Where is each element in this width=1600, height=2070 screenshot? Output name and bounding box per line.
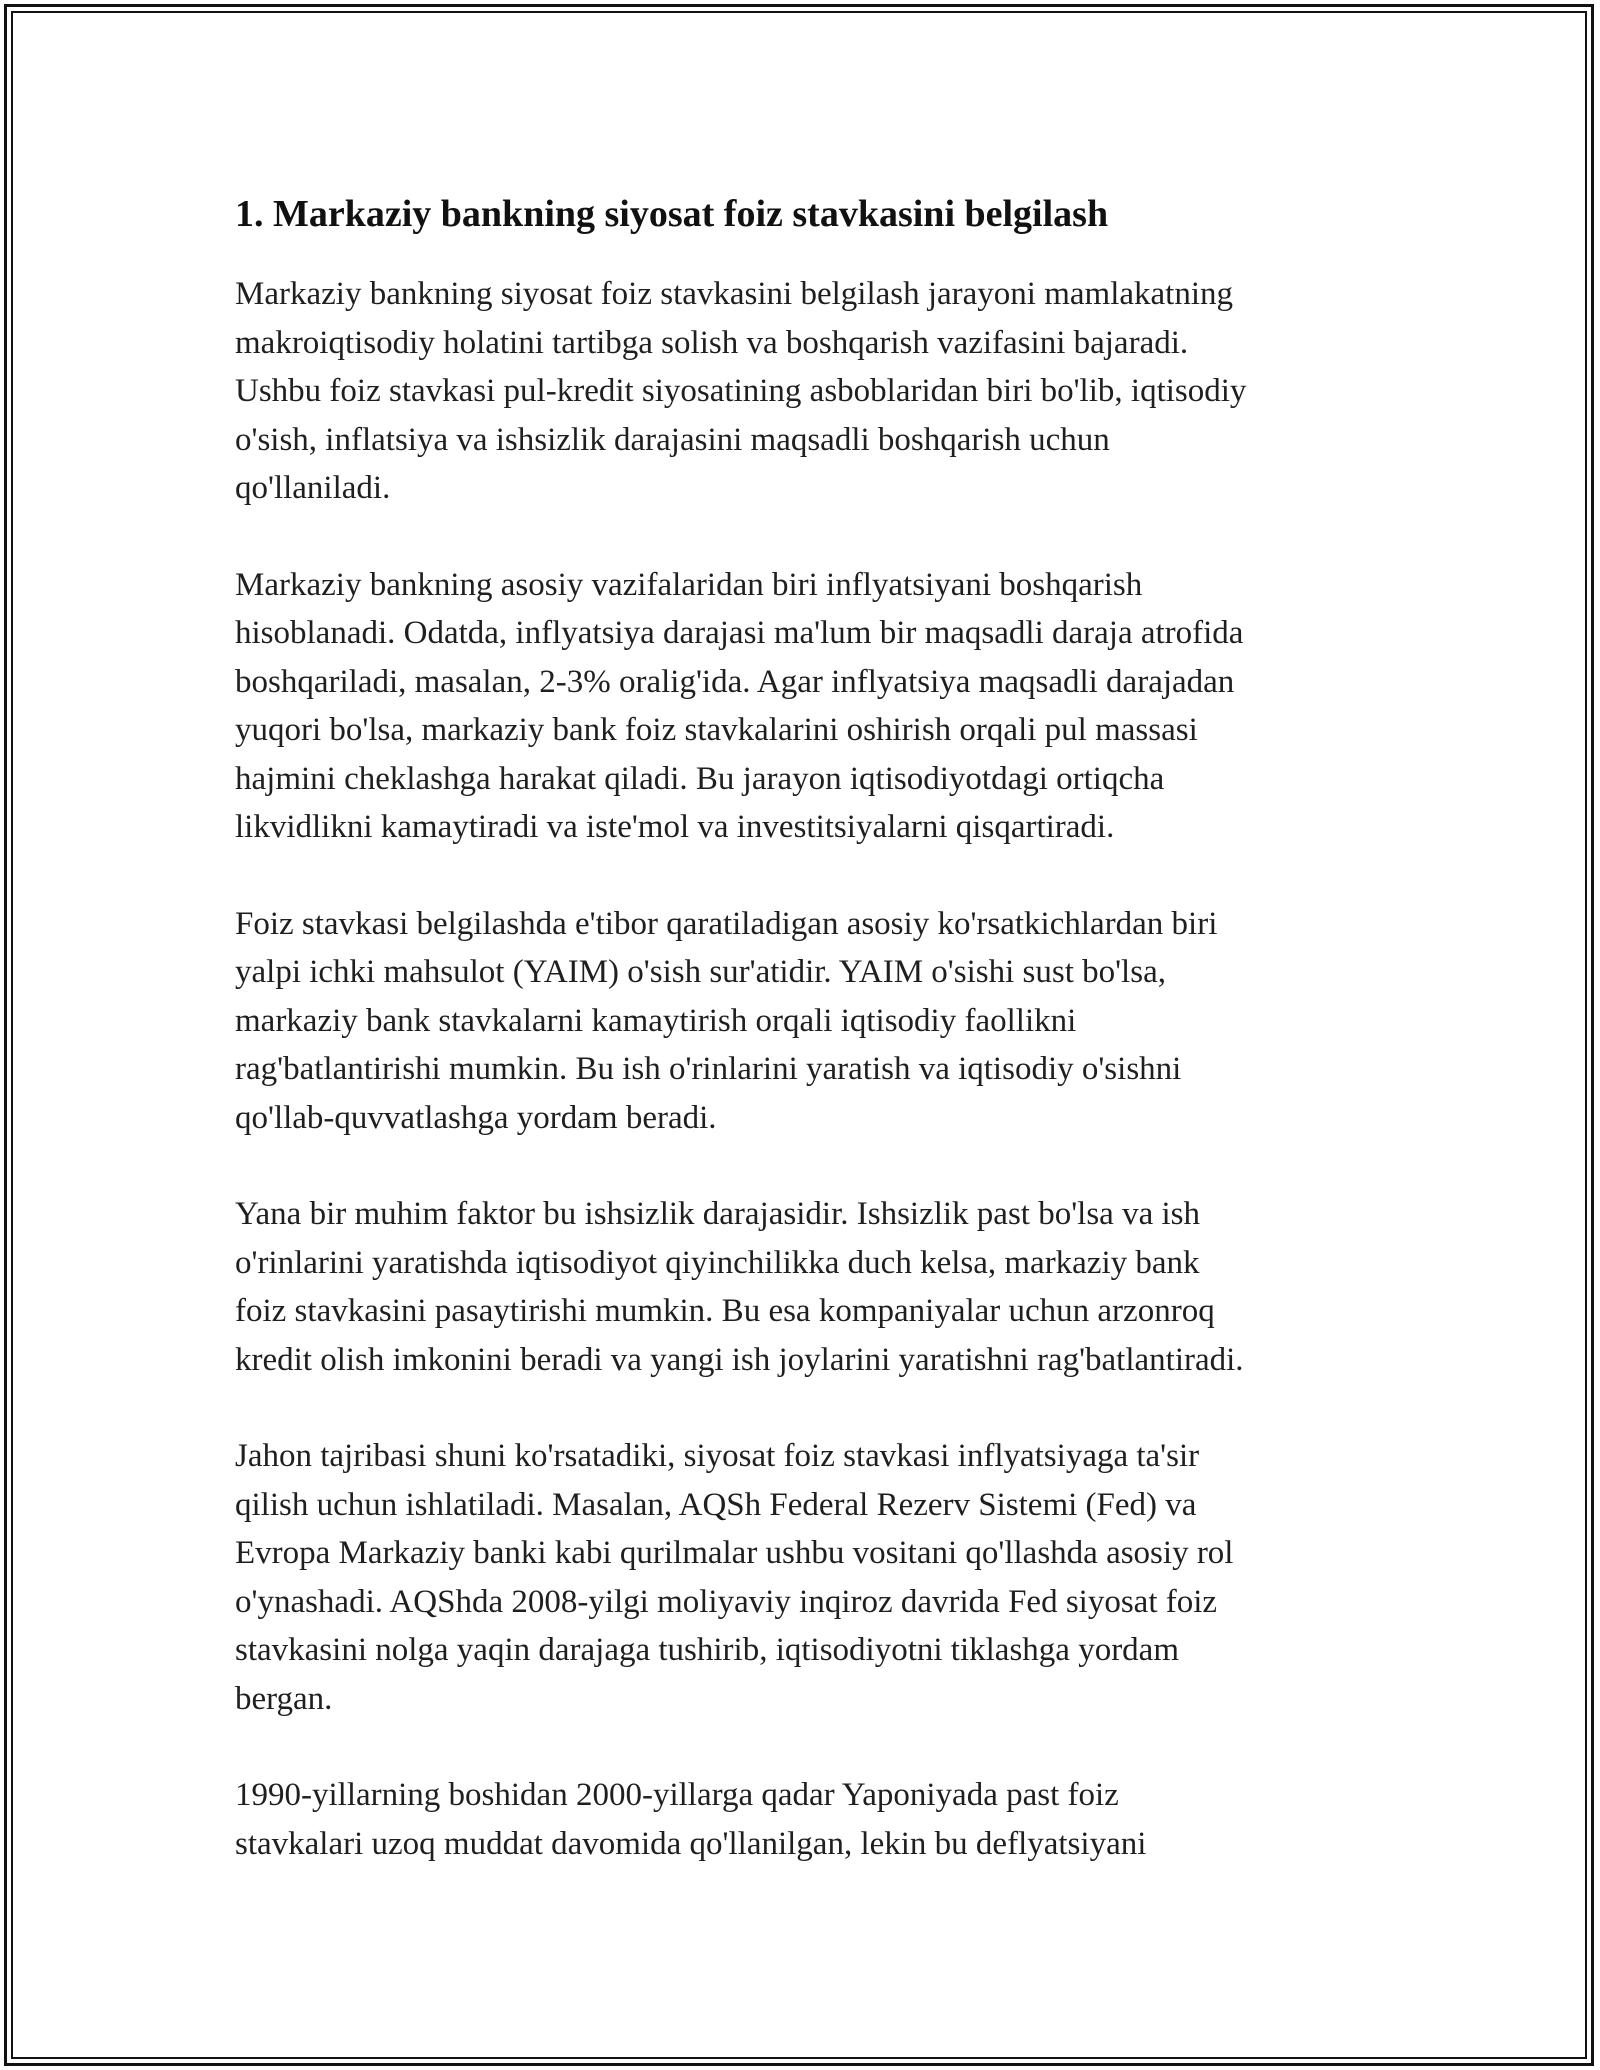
paragraph-line: qo'llaniladi. [235,470,391,506]
paragraph-line: Ushbu foiz stavkasi pul-kredit siyosatining asboblaridan biri bo'lib, iqtisodiy [235,373,1247,409]
paragraph-line: boshqariladi, masalan, 2-3% oralig'ida. Agar inflyatsiya maqsadli darajadan [235,663,1235,700]
paragraph-4 [235,1190,1375,1384]
paragraph-line: qilish uchun ishlatiladi. Masalan, AQSh Federal Rezerv Sistemi (Fed) va [235,1486,1197,1523]
paragraph-line: bergan. [235,1680,333,1717]
paragraph-line: hajmini cheklashga harakat qiladi. Bu jarayon iqtisodiyotdagi ortiqcha [235,760,1165,797]
paragraph-3 [235,900,1375,1143]
paragraph-line: qo'llab-quvvatlashga yordam beradi. [235,1099,717,1136]
paragraph-line: kredit olish imkonini beradi va yangi ish joylarini yaratishni rag'batlantiradi. [235,1341,1244,1378]
paragraph-line: makroiqtisodiy holatini tartibga solish va boshqarish vazifasini bajaradi. [235,324,1189,361]
paragraph-line: rag'batlantirishi mumkin. Bu ish o'rinlarini yaratish va iqtisodiy o'sishni [235,1051,1182,1087]
paragraph-1 [235,270,1375,513]
paragraph-line: o'sish, inflatsiya va ishsizlik darajasini maqsadli boshqarish uchun [235,421,1110,458]
paragraph-line: o'rinlarini yaratishda iqtisodiyot qiyinchilikka duch kelsa, markaziy bank [235,1244,1200,1281]
paragraph-2 [235,561,1375,852]
paragraph-line: foiz stavkasini pasaytirishi mumkin. Bu esa kompaniyalar uchun arzonroq [235,1293,1215,1329]
paragraph-line: stavkasini nolga yaqin darajaga tushirib, iqtisodiyotni tiklashga yordam [235,1632,1179,1668]
paragraph-line: o'ynashadi. AQShda 2008-yilgi moliyaviy inqiroz davrida Fed siyosat foiz [235,1583,1218,1620]
paragraph-line: Jahon tajribasi shuni ko'rsatadiki, siyosat foiz stavkasi inflyatsiyaga ta'sir [235,1438,1200,1474]
paragraph-line: Markaziy bankning asosiy vazifalaridan biri inflyatsiyani boshqarish [235,566,1143,603]
document-page [235,186,1375,1916]
paragraph-line: likvidlikni kamaytiradi va iste'mol va investitsiyalarni qisqartiradi. [235,809,1115,845]
paragraph-line: Yana bir muhim faktor bu ishsizlik darajasidir. Ishsizlik past bo'lsa va ish [235,1196,1200,1232]
paragraph-line: yalpi ichki mahsulot (YAIM) o'sish sur'atidir. YAIM o'sishi sust bo'lsa, [235,954,1166,990]
paragraph-line: Evropa Markaziy banki kabi qurilmalar ushbu vositani qo'llashda asosiy rol [235,1535,1234,1571]
paragraph-line: yuqori bo'lsa, markaziy bank foiz stavkalarini oshirish orqali pul massasi [235,712,1198,748]
paragraph-6 [235,1771,1375,1868]
paragraph-line: stavkalari uzoq muddat davomida qo'llanilgan, lekin bu deflyatsiyani [235,1825,1147,1862]
paragraph-line: hisoblanadi. Odatda, inflyatsiya darajasi ma'lum bir maqsadli daraja atrofida [235,615,1244,651]
paragraph-5 [235,1432,1375,1723]
paragraph-line: Foiz stavkasi belgilashda e'tibor qaratiladigan asosiy ko'rsatkichlardan biri [235,905,1218,942]
paragraph-line: 1990-yillarning boshidan 2000-yillarga qadar Yaponiyada past foiz [235,1777,1119,1813]
section-heading: 1. Markaziy bankning siyosat foiz stavkasini belgilash [235,193,1109,235]
paragraph-line: markaziy bank stavkalarni kamaytirish orqali iqtisodiy faollikni [235,1002,1077,1039]
paragraph-line: Markaziy bankning siyosat foiz stavkasini belgilash jarayoni mamlakatning [235,276,1234,312]
